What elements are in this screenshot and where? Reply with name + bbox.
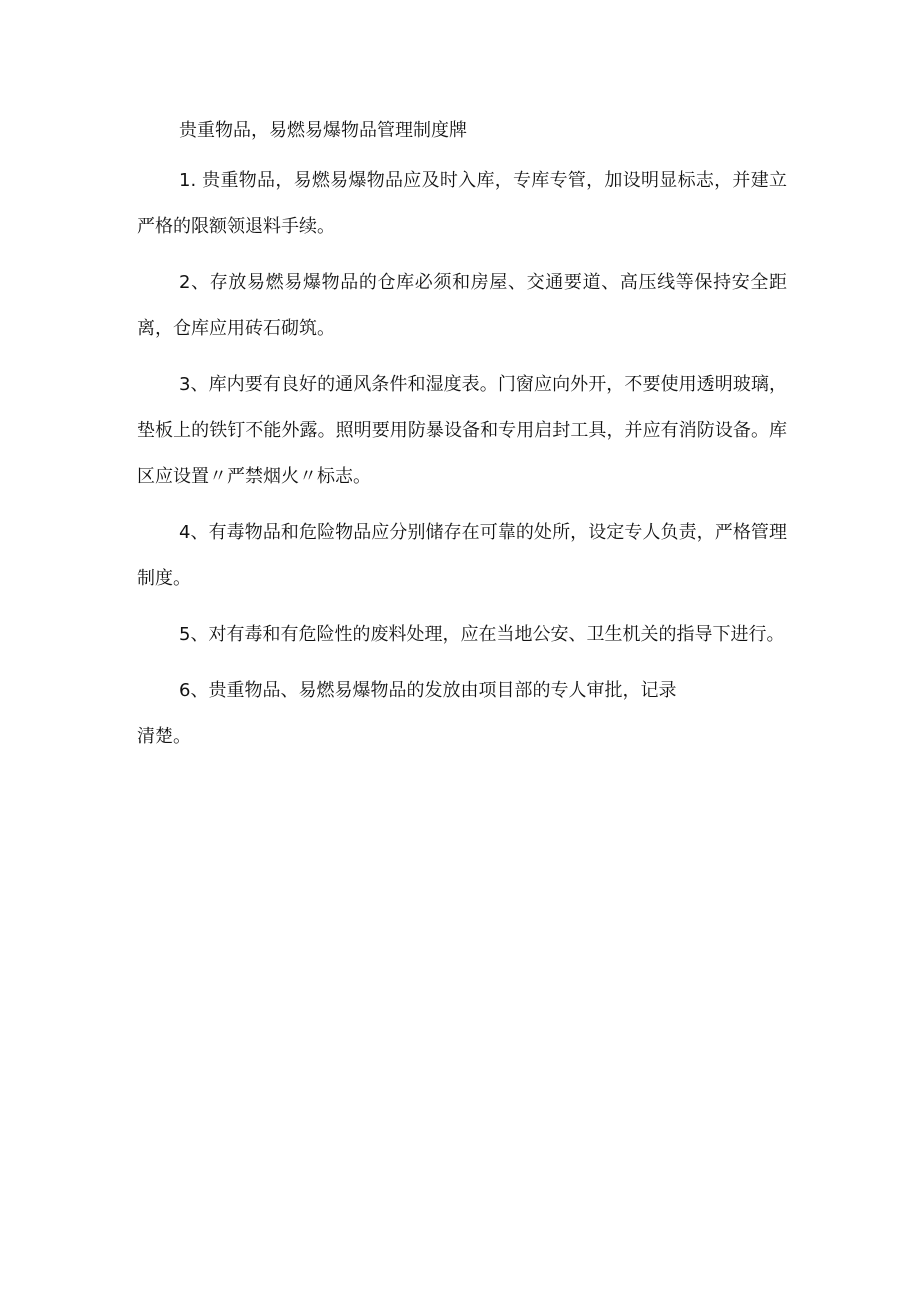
document-title: 贵重物品，易燃易爆物品管理制度牌 (179, 120, 467, 141)
rule-item-3: 3、库内要有良好的通风条件和湿度表。门窗应向外开，不要使用透明玻璃，垫板上的铁钉不能外露。照明要用防暴设备和专用启封工具，并应有消防设备。库区应设置〃严禁烟火〃标志。 (137, 374, 787, 487)
rule-item-6 (137, 668, 787, 760)
rule-item-2: 2、存放易燃易爆物品的仓库必须和房屋、交通要道、高压线等保持安全距离，仓库应用砖石砌筑。 (137, 272, 787, 339)
rule-item-1: 1. 贵重物品，易燃易爆物品应及时入库，专库专管，加设明显标志，并建立严格的限额领退料手续。 (137, 170, 787, 237)
rule-item-5: 5、对有毒和有危险性的废料处理，应在当地公安、卫生机关的指导下进行。 (179, 624, 785, 645)
document-body (137, 116, 787, 770)
rule-item-6-line-2: 清楚。 (137, 726, 191, 747)
rule-item-4: 4、有毒物品和危险物品应分别储存在可靠的处所，设定专人负责，严格管理制度。 (137, 522, 787, 589)
rule-item-6-line-1: 6、贵重物品、易燃易爆物品的发放由项目部的专人审批，记录 (179, 680, 677, 701)
